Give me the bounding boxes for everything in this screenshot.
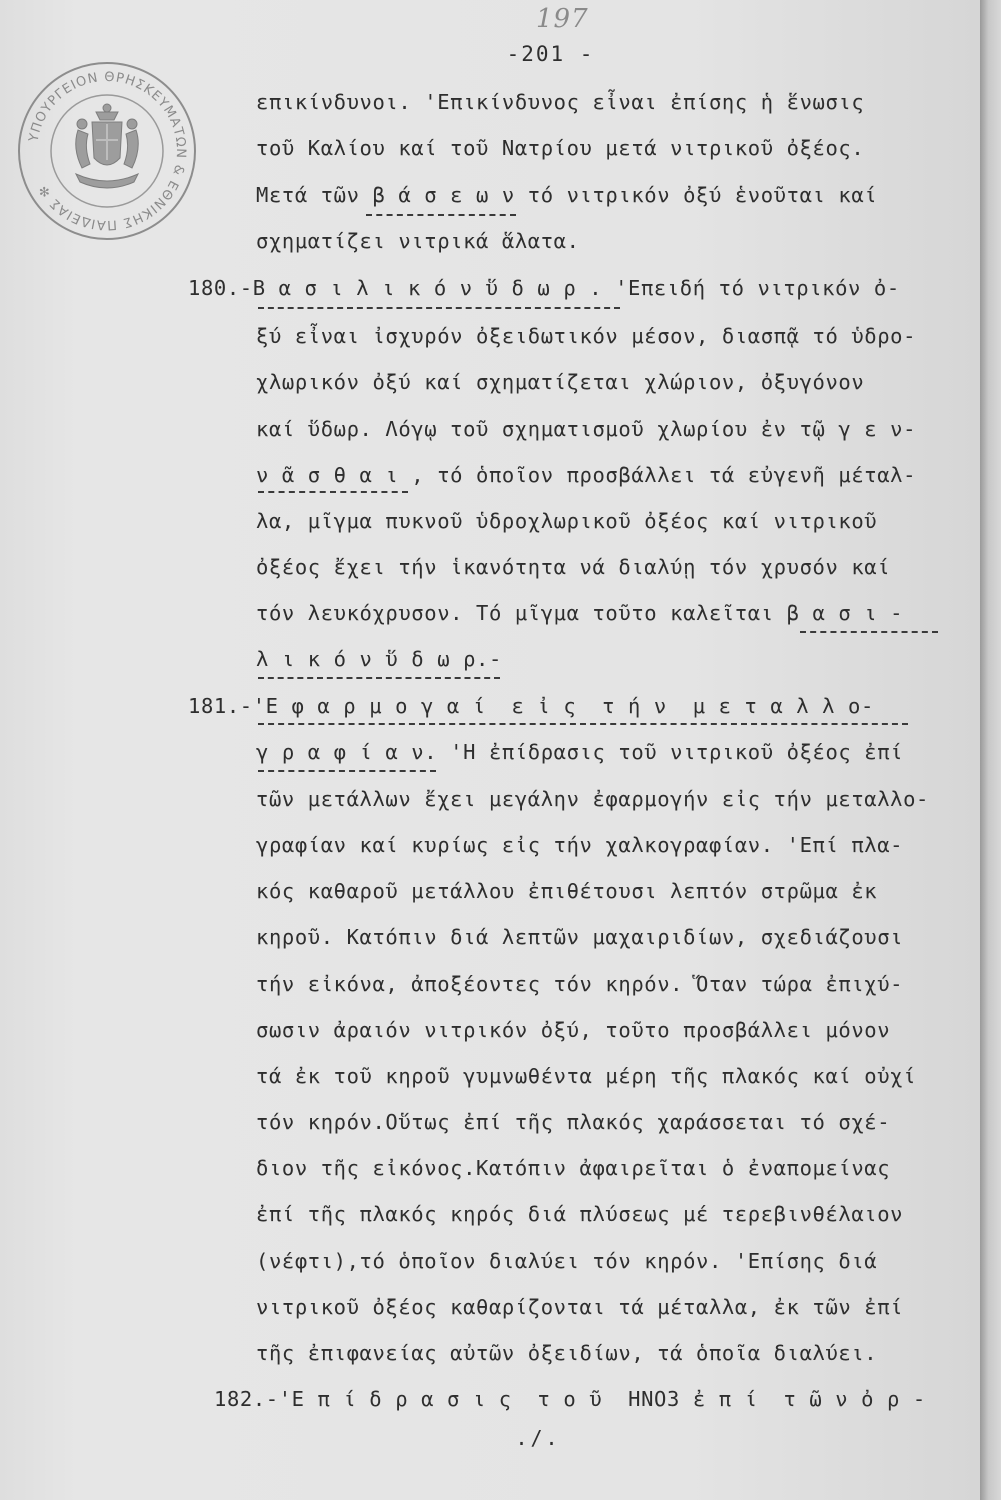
underline bbox=[258, 491, 408, 493]
text-line: τοῦ Καλίου καί τοῦ Νατρίου μετά νιτρικοῦ ὀξέος. bbox=[256, 136, 865, 160]
text-line: ὀξέος ἔχει τήν ἱκανότητα νά διαλύῃ τόν χρυσόν καί bbox=[256, 555, 891, 579]
text-line: τῆς ἐπιφανείας αὐτῶν ὀξειδίων, τά ὁποῖα διαλύει. bbox=[256, 1341, 878, 1365]
text-line: (νέφτι),τό ὁποῖον διαλύει τόν κηρόν. 'Επίσης διά bbox=[256, 1249, 878, 1273]
continuation-mark: ./. bbox=[515, 1426, 561, 1450]
text-line: ξύ εἶναι ἰσχυρόν ὀξειδωτικόν μέσον, διασπᾷ τό ὑδρο- bbox=[256, 324, 917, 348]
svg-text:ΥΠΟΥΡΓΕΙΟΝ ΘΡΗΣΚΕΥΜΑΤΩΝ & ΕΘΝΙ: ΥΠΟΥΡΓΕΙΟΝ ΘΡΗΣΚΕΥΜΑΤΩΝ & ΕΘΝΙΚΗΣ ΠΑΙΔΕΙΑΣ ✻ bbox=[26, 69, 189, 233]
text-line: ν ᾶ σ θ α ι , τό ὁποῖον προσβάλλει τά εὐγενῆ μέταλ- bbox=[256, 463, 917, 487]
text-line: λ ι κ ό ν ὕ δ ω ρ.- bbox=[256, 647, 502, 671]
underline bbox=[800, 631, 938, 633]
section-heading-180: 180.-Β α σ ι λ ι κ ό ν ὕ δ ω ρ . 'Επειδή τό νιτρικόν ὀ- bbox=[188, 276, 900, 300]
text-line: κηροῦ. Κατόπιν διά λεπτῶν μαχαιριδίων, σχεδιάζουσι bbox=[256, 925, 904, 949]
text-line: καί ὕδωρ. Λόγῳ τοῦ σχηματισμοῦ χλωρίου ἐν τῷ γ ε ν- bbox=[256, 417, 917, 441]
text-line: ἐπί τῆς πλακός κηρός διά πλύσεως μέ τερεβινθέλαιον bbox=[256, 1202, 904, 1226]
page-edge-shadow bbox=[980, 0, 1001, 1500]
text-line: λα, μῖγμα πυκνοῦ ὑδροχλωρικοῦ ὀξέος καί νιτρικοῦ bbox=[256, 509, 878, 533]
text-line: γραφίαν καί κυρίως εἰς τήν χαλκογραφίαν. 'Επί πλα- bbox=[256, 833, 904, 857]
underline bbox=[258, 770, 436, 772]
text-line: τά ἐκ τοῦ κηροῦ γυμνωθέντα μέρη τῆς πλακός καί οὐχί bbox=[256, 1064, 917, 1088]
text-line: διον τῆς εἰκόνος.Κατόπιν ἀφαιρεῖται ὁ ἐναπομείνας bbox=[256, 1156, 891, 1180]
text-line: γ ρ α φ ί α ν. 'Η ἐπίδρασις τοῦ νιτρικοῦ ὀξέος ἐπί bbox=[256, 740, 904, 764]
text-line: χλωρικόν ὀξύ καί σχηματίζεται χλώριον, ὀξυγόνον bbox=[256, 370, 865, 394]
text-line: τήν εἰκόνα, ἀποξέοντες τόν κηρόν. Ὅταν τώρα ἐπιχύ- bbox=[256, 972, 904, 996]
text-line: τῶν μετάλλων ἔχει μεγάλην ἐφαρμογήν εἰς τήν μεταλλο- bbox=[256, 787, 929, 811]
underline bbox=[258, 677, 500, 679]
text-line: Μετά τῶν β ά σ ε ω ν τό νιτρικόν ὀξύ ἑνοῦται καί bbox=[256, 183, 878, 207]
section-heading-182: 182.-'Ε π ί δ ρ α σ ι ς τ ο ῦ ΗΝΟ3 ἐ π ί τ ῶ ν ὀ ρ - bbox=[214, 1387, 926, 1411]
text-line: τόν κηρόν.Οὕτως ἐπί τῆς πλακός χαράσσεται τό σχέ- bbox=[256, 1110, 891, 1134]
text-line: νιτρικοῦ ὀξέος καθαρίζονται τά μέταλλα, ἐκ τῶν ἐπί bbox=[256, 1295, 904, 1319]
underline bbox=[366, 214, 516, 216]
text-line: σχηματίζει νιτρικά ἅλατα. bbox=[256, 229, 580, 253]
underline bbox=[258, 307, 620, 309]
text-line: τόν λευκόχρυσον. Τό μῖγμα τοῦτο καλεῖται β α σ ι - bbox=[256, 601, 904, 625]
text-line: επικίνδυνοι. 'Επικίνδυνος εἶναι ἐπίσης ἡ ἕνωσις bbox=[256, 90, 865, 114]
section-heading-181: 181.-'Ε φ α ρ μ ο γ α ί ε ἰ ς τ ή ν μ ε τ α λ λ ο- bbox=[188, 694, 874, 718]
underline bbox=[258, 723, 908, 725]
text-line: σωσιν ἀραιόν νιτρικόν ὀξύ, τοῦτο προσβάλλει μόνον bbox=[256, 1018, 891, 1042]
ministry-seal-stamp bbox=[16, 60, 198, 242]
archive-page-number: 197 bbox=[536, 4, 589, 34]
text-line: κός καθαροῦ μετάλλου ἐπιθέτουσι λεπτόν στρῶμα ἐκ bbox=[256, 879, 878, 903]
page-number: -201 - bbox=[506, 42, 595, 66]
